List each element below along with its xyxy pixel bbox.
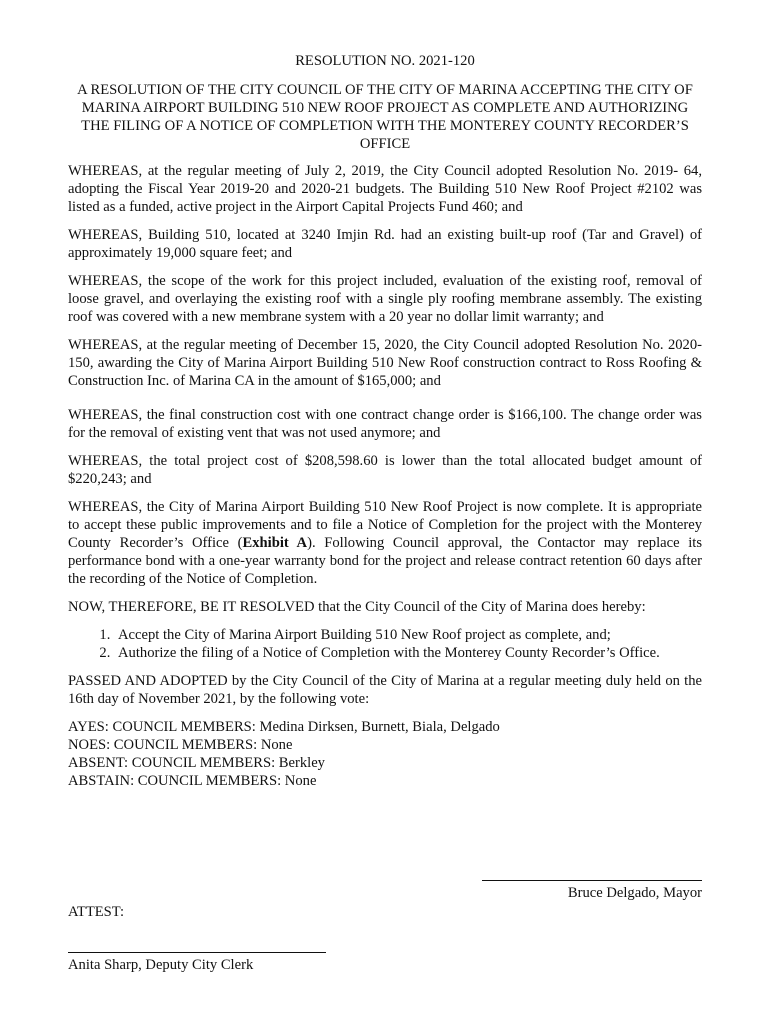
whereas-paragraph-7 — [68, 498, 702, 588]
mayor-signature-line — [482, 880, 702, 881]
attest-label: ATTEST: — [68, 904, 125, 920]
vote-ayes: AYES: COUNCIL MEMBERS: Medina Dirksen, Burnett, Biala, Delgado — [68, 719, 500, 735]
exhibit-a-reference: Exhibit A — [242, 535, 308, 551]
vote-record — [68, 718, 702, 790]
vote-noes: NOES: COUNCIL MEMBERS: None — [68, 737, 293, 753]
resolution-item-2: 2. Authorize the filing of a Notice of Completion with the Monterey County Recorder’s Office. — [114, 644, 702, 662]
whereas-paragraph-3: WHEREAS, the scope of the work for this project included, evaluation of the existing roof, removal of loose gravel, and overlaying the existing roof with a single ply roofing membrane assembly. The existing roof was covered with a new membrane system with a 20 year no dollar limit warranty; and — [68, 273, 702, 325]
mayor-signature-block — [482, 880, 702, 902]
whereas-paragraph-4: WHEREAS, at the regular meeting of December 15, 2020, the City Council adopted Resolution No. 2020-150, awarding the City of Marina Airport Building 510 New Roof construction contract to Ross Roofing & Construction Inc. of Marina CA in the amount of $165,000; and — [68, 337, 702, 389]
resolved-statement: NOW, THEREFORE, BE IT RESOLVED that the City Council of the City of Marina does hereby: — [68, 599, 646, 615]
whereas-7-text-before: WHEREAS, the City of Marina Airport Building 510 New Roof Project is now complete. It is appropriate to accept these public improvements and to file a Notice of Completion for the project with the Monterey County Recorder’s Office ( — [68, 499, 702, 551]
resolution-item-1: 1. Accept the City of Marina Airport Building 510 New Roof project as complete, and; — [114, 626, 702, 644]
resolution-title: A RESOLUTION OF THE CITY COUNCIL OF THE CITY OF MARINA ACCEPTING THE CITY OF MARINA AIRPORT BUILDING 510 NEW ROOF PROJECT AS COMPLETE AND AUTHORIZING THE FILING OF A NOTICE OF COMPLETION WITH THE MONTEREY COUNTY RECORDER’S OFFICE — [77, 82, 693, 152]
vote-absent: ABSENT: COUNCIL MEMBERS: Berkley — [68, 755, 325, 771]
clerk-signature-line — [68, 952, 326, 953]
mayor-name: Bruce Delgado, Mayor — [567, 885, 702, 901]
vote-abstain: ABSTAIN: COUNCIL MEMBERS: None — [68, 773, 317, 789]
clerk-signature-block — [68, 952, 326, 974]
whereas-paragraph-2: WHEREAS, Building 510, located at 3240 Imjin Rd. had an existing built-up roof (Tar and Gravel) of approximately 19,000 square feet; and — [68, 227, 702, 261]
clerk-name: Anita Sharp, Deputy City Clerk — [68, 957, 254, 973]
passed-adopted-statement: PASSED AND ADOPTED by the City Council of the City of Marina at a regular meeting duly held on the 16th day of November 2021, by the following vote: — [68, 673, 702, 707]
whereas-paragraph-6: WHEREAS, the total project cost of $208,598.60 is lower than the total allocated budget amount of $220,243; and — [68, 453, 702, 487]
resolution-items — [68, 626, 702, 662]
whereas-7-text-after: ). Following Council approval, the Contactor may replace its performance bond with a one-year warranty bond for the project and release contract retention 60 days after the recording of the Notice of Completion. — [68, 535, 702, 587]
resolution-number: RESOLUTION NO. 2021-120 — [295, 53, 475, 69]
whereas-paragraph-5: WHEREAS, the final construction cost with one contract change order is $166,100. The change order was for the removal of existing vent that was not used anymore; and — [68, 407, 702, 441]
whereas-paragraph-1: WHEREAS, at the regular meeting of July 2, 2019, the City Council adopted Resolution No. 2019- 64, adopting the Fiscal Year 2019-20 and 2020-21 budgets. The Building 510 New Roof Project #2102 was listed as a funded, active project in the Airport Capital Projects Fund 460; and — [68, 163, 702, 215]
